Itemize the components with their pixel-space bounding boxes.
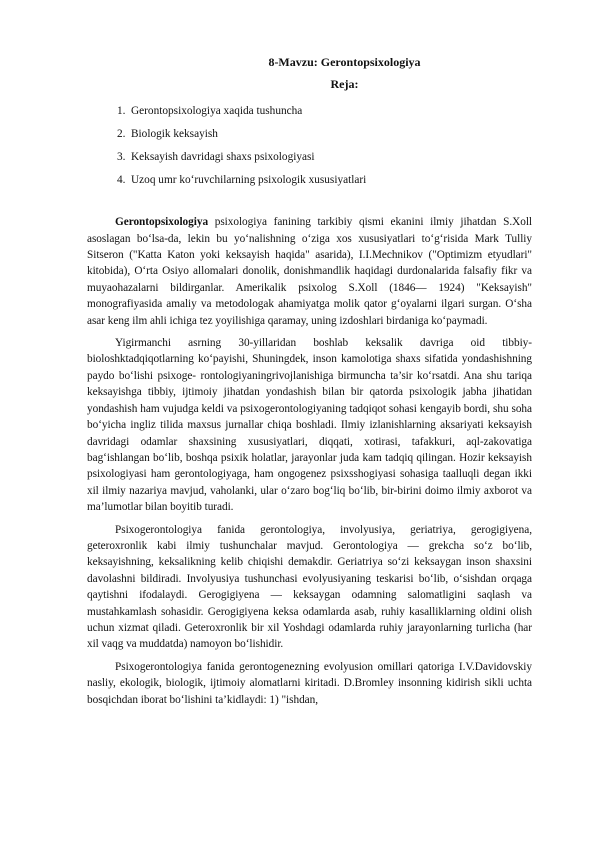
plan-item-number: 1.	[117, 104, 126, 117]
paragraph-intro	[87, 214, 532, 329]
paragraph-evolution: Psixogerontologiya fanida gerontogenezning evolyusion omillari qatoriga I.V.Davidovskiy nasliy, ekologik, biologik, ijtimoiy alomatlarni kiritadi. D.Bromley insonning kidirish sikli uchta bosqichdan iborat bo‘lishini ta’kidlaydi: 1) "ishdan,	[87, 660, 532, 706]
plan-item-number: 4.	[117, 173, 126, 186]
plan-item-text: Biologik keksayish	[131, 127, 218, 140]
plan-item	[117, 126, 532, 142]
plan-item-number: 3.	[117, 150, 126, 163]
plan-item	[117, 172, 532, 188]
page-title: 8-Mavzu: Gerontopsixologiya	[268, 55, 421, 69]
plan-item-text: Gerontopsixologiya xaqida tushuncha	[131, 104, 303, 117]
plan-item-text: Keksayish davridagi shaxs psixologiyasi	[131, 150, 315, 163]
paragraph-concepts: Psixogerontologiya fanida gerontologiya, involyusiya, geriatriya, gerogigiyena, geteroxronlik kabi ilmiy tushunchalar mavjud. Gerontologiya — grekcha so‘z bo‘lib, keksayishning, keksalikning kelib chiqishi demakdir. Geriatriya so‘zi keksaygan inson shaxsini davolashni bildiradi. Involyusiya tushunchasi evolyusiyaning teskarisi bo‘lib, o‘sishdan orqaga qaytishni ifodalaydi. Gerogigiyena — keksaygan odamning salomatligini saqlash va mustahkamlash sohasidir. Gerogigiyena keksa odamlarda asab, ruhiy kasalliklarning oldini olish uchun xizmat qiladi. Geteroxronlik bir xil Yoshdagi odamlarda ruhiy jarayonlarning turlicha (har xil vaqg va muddatda) namoyon bo‘lishidir.	[87, 523, 532, 651]
plan-item	[117, 149, 532, 165]
term-gerontopsixologiya: Gerontopsixologiya	[115, 216, 209, 229]
plan-item-text: Uzoq umr ko‘ruvchilarning psixologik xususiyatlari	[131, 173, 367, 186]
plan-list	[87, 103, 532, 188]
paragraph-intro-text: psixologiya fanining tarkibiy qismi ekanini ilmiy jihatdan S.Xoll asoslagan bo‘lsa-da, lekin bu yo‘nalishning o‘ziga xos xususiyatlari to‘g‘risida Mark Tulliy Sitseron ("Katta Katon yoki keksayish haqida" asarida), I.I.Mechnikov ("Optimizm etyudlari" kitobida), O‘rta Osiyo allomalari donolik, donishmandlik haqidagi durdonalarida falsafiy fikr va muyaohazalarni bildirganlar. Amerikalik psixolog S.Xoll (1846— 1924) "Keksayish" monografiyasida amaliy va metodologak ahamiyatga molik qator g‘oyalarni ilgari surgan. O‘sha asar keng ilm ahli ichiga tez yoyilishiga qaramay, uning izdoshlari birdaniga ko‘paymadi.	[87, 216, 532, 327]
paragraph-history: Yigirmanchi asrning 30-yillaridan boshlab keksalik davriga oid tibbiy-bioloshktadqiqotlarning ko‘payishi, Shuningdek, inson kamolotiga shaxs sifatida yondashishning paydo bo‘lishi psixoge- rontologiyaningrivojlanishiga birmuncha ta’sir ko‘rsatdi. Ana shu tariqa keksayishga tibbiy, ijtimoiy jihatdan yondashish bilan bir qatorda psixologik jabha jihatidan yondashish ham vujudga keldi va psixogerontologiyaning tadqiqot sohasi kengayib bordi, shu soha bo‘yicha ingliz tilida maxsus jurnallar chiqa boshladi. Ilmiy izlanishlarning aksariyati keksayish davridagi odamlar shaxsining xususiyatlari, diqqati, xotirasi, tafakkuri, aql-zakovatiga bag‘ishlangan bo‘lib, boshqa psixik holatlar, jarayonlar juda kam tadqiq qilingan. Hozir keksayish psixologiyasi ham gerontologiyaga, ham ongogenez psixsshogiyasi sohasiga taalluqli degan ikki xil ilmiy nazariya mavjud, vaholanki, ular o‘zaro bog‘liq bo‘lib, bir-birini doimo ilmiy axborot va ma’lumotlar bilan boyitib turadi.	[87, 337, 532, 514]
plan-heading: Reja:	[330, 77, 359, 92]
plan-item-number: 2.	[117, 127, 126, 140]
plan-item	[117, 103, 532, 119]
